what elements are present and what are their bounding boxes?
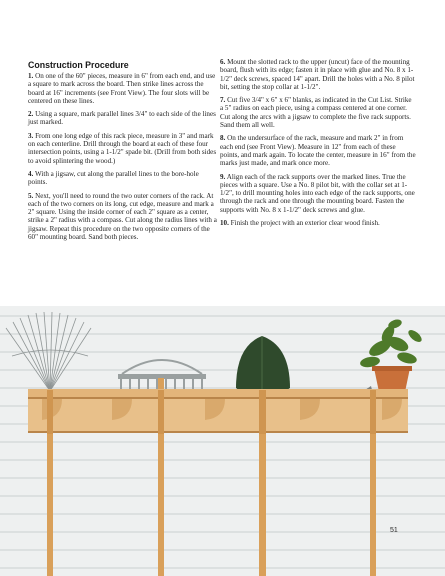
rack-top: [28, 389, 408, 397]
step-text: Finish the project with an exterior clear wood finish.: [230, 219, 380, 228]
step-text: From one long edge of this rack piece, measure in 3" and mark on each centerline. Drill through the board at each of these four intersection points, using a 1-1/2" spade bit. (Drill from both sides to avoid splintering the wood.): [28, 131, 217, 165]
procedure-step: [220, 219, 416, 227]
left-steps: [28, 72, 218, 241]
procedure-step: [220, 58, 416, 91]
procedure-step: [28, 110, 218, 127]
photo-illustration: [0, 306, 445, 576]
step-number: 9.: [220, 172, 226, 181]
step-text: On one of the 60" pieces, measure in 6" from each end, and use a square to mark across the board. Then strike lines across the board at 16" increments (see Front View). The four slots will be centered on these lines.: [28, 72, 216, 105]
step-text: Next, you'll need to round the two outer corners of the rack. At each of the two corners on its long, cut edge, measure and mark a 2" square. Using the inside corner of each 2" square as a center, strike a 2" radius with a compass. Cut along the radius lines with a jigsaw. Repeat this procedure on the two opposite corners of the 60" mounting board. Sand both pieces.: [28, 191, 217, 242]
section-heading: Construction Procedure: [28, 60, 129, 70]
flower-pot: [374, 368, 410, 392]
step-number: 7.: [220, 96, 226, 105]
procedure-step: [220, 134, 416, 167]
tool-rack-shelf: [28, 389, 408, 433]
step-text: Using a square, mark parallel lines 3/4" to each side of the lines just marked.: [28, 110, 216, 127]
step-text: Mount the slotted rack to the upper (uncut) face of the mounting board, flush with its edge; fasten it in place with glue and No. 8 x 1-1/2" deck screws, spaced 14" apart. Drill the holes with a No. 8 pilot bit, setting the stop collar at 1-1/2".: [220, 58, 415, 91]
step-number: 5.: [28, 191, 34, 200]
step-text: On the undersurface of the rack, measure and mark 2" in from each end (see Front View). Measure in 12" from each of these points, and mark again. To locate the center, measure in 16" from the marks just made, and mark once more.: [220, 134, 416, 168]
procedure-step: [28, 170, 218, 187]
step-number: 10.: [220, 219, 229, 228]
step-number: 8.: [220, 134, 226, 143]
page-number: 51: [390, 527, 398, 534]
procedure-step: [220, 173, 416, 214]
left-column: [28, 60, 218, 246]
step-text: Cut five 3/4" x 6" x 6" blanks, as indicated in the Cut List. Strike a 5" radius on each piece, using a compass centered at one corner. Cut along the arcs with a jigsaw to complete the five rack supports. Sand them all well.: [220, 96, 412, 130]
procedure-step: [28, 72, 218, 105]
tool-rack-photo: [0, 306, 445, 576]
step-text: Align each of the rack supports over the marked lines. True the pieces with a square. Use a No. 8 pilot bit, with the collar set at 1-1/2", to drill mounting holes into each edge of the rack supports, one through the rack and one through the mounting board. Fasten the supports with No. 8 x 1-1/2" deck screws and glue.: [220, 172, 415, 214]
step-number: 1.: [28, 72, 34, 80]
step-number: 3.: [28, 131, 34, 140]
procedure-step: [220, 96, 416, 129]
right-column: [220, 58, 416, 232]
step-number: 2.: [28, 110, 34, 119]
step-number: 4.: [28, 169, 34, 178]
step-text: With a jigsaw, cut along the parallel lines to the bore-hole points.: [28, 169, 199, 187]
right-steps: [220, 58, 416, 227]
step-number: 6.: [220, 58, 226, 66]
procedure-step: [28, 192, 218, 242]
procedure-step: [28, 132, 218, 165]
